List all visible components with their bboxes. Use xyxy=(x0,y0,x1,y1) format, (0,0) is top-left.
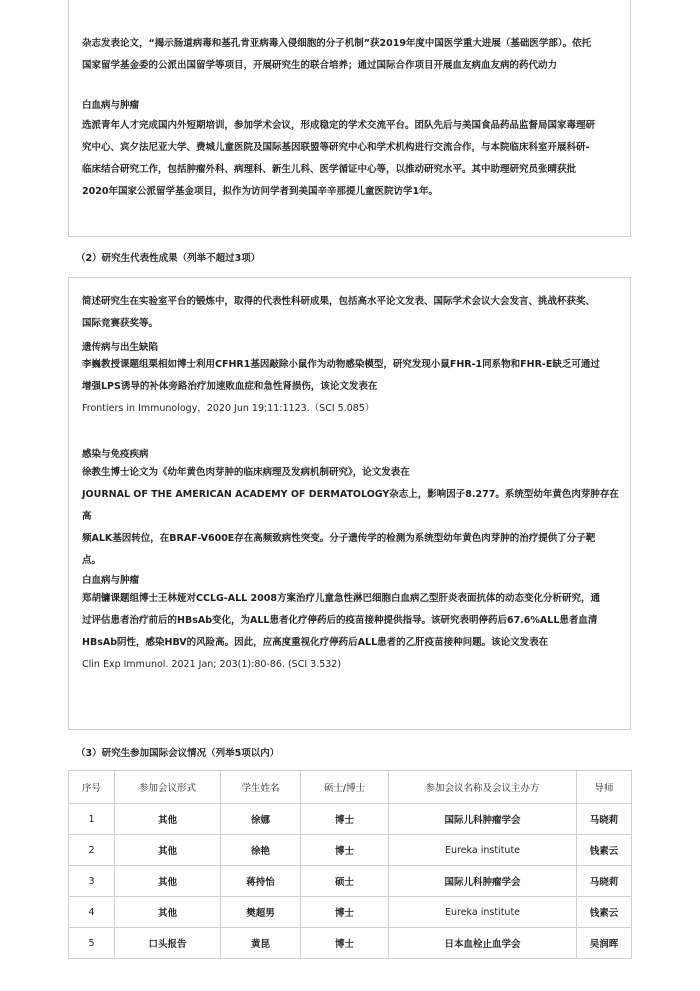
text-line: 过评估患者治疗前后的HBsAb变化，为ALL患者化疗停药后的疫苗接种提供指导。该研究表明停药后67.6%ALL患者血清 xyxy=(82,615,598,626)
table-cell: 其他 xyxy=(115,866,221,897)
table-cell: 黄昆 xyxy=(221,928,301,959)
text-line: 李巍教授课题组栗相如博士利用CFHR1基因敲除小鼠作为动物感染模型，研究发现小鼠FHR-1同系物和FHR-E缺乏可通过 xyxy=(82,359,600,370)
table-cell: 其他 xyxy=(115,804,221,835)
text-line: 点。 xyxy=(82,555,102,566)
table-row xyxy=(69,804,632,835)
text-line: 究中心、宾夕法尼亚大学、费城儿童医院及国际基因联盟等研究中心和学术机构进行交流合作，与本院临床科室开展科研- xyxy=(82,142,590,153)
conference-table xyxy=(68,770,632,959)
section-title-achievements: （2）研究生代表性成果（列举不超过3项） xyxy=(76,253,261,264)
heading-leukemia-tumor: 白血病与肿瘤 xyxy=(82,100,140,111)
table-cell: 其他 xyxy=(115,897,221,928)
table-cell: 硕士 xyxy=(301,866,389,897)
table-cell: 2 xyxy=(69,835,115,866)
column-header: 学生姓名 xyxy=(221,771,301,804)
text-line: JOURNAL OF THE AMERICAN ACADEMY OF DERMATOLOGY杂志上，影响因子8.277。系统型幼年黄色肉芽肿存在高 xyxy=(82,489,619,522)
text-line: 简述研究生在实验室平台的锻炼中，取得的代表性科研成果，包括高水平论文发表、国际学术会议大会发言、挑战杯获奖、 xyxy=(82,296,596,307)
text-line: Frontiers in Immunology，2020 Jun 19;11:1123.（SCI 5.085） xyxy=(82,403,375,414)
table-cell: 日本血栓止血学会 xyxy=(389,928,577,959)
table-cell: 马晓莉 xyxy=(577,866,632,897)
research-text-box-1 xyxy=(68,0,631,237)
text-line: 增强LPS诱导的补体旁路治疗加速败血症和急性肾损伤，该论文发表在 xyxy=(82,381,378,392)
table-cell: 3 xyxy=(69,866,115,897)
table-cell: 5 xyxy=(69,928,115,959)
table-cell: 国际儿科肿瘤学会 xyxy=(389,866,577,897)
table-cell: 徐娜 xyxy=(221,804,301,835)
column-header: 参加会议名称及会议主办方 xyxy=(389,771,577,804)
table-cell: 博士 xyxy=(301,835,389,866)
text-line: HBsAb阴性，感染HBV的风险高。因此，应高度重视化疗停药后ALL患者的乙肝疫苗接种问题。该论文发表在 xyxy=(82,637,549,648)
table-cell: 钱素云 xyxy=(577,897,632,928)
table-header-row xyxy=(69,771,632,804)
text-line: 国际竞赛获奖等。 xyxy=(82,318,159,329)
column-header: 导师 xyxy=(577,771,632,804)
text-line: 杂志发表论文，“揭示肠道病毒和基孔肯亚病毒入侵细胞的分子机制”获2019年度中国医学重大进展（基础医学部）。依托 xyxy=(82,38,592,49)
table-cell: 樊超男 xyxy=(221,897,301,928)
table-cell: 博士 xyxy=(301,928,389,959)
paragraph-leukemia xyxy=(82,115,620,203)
achievements-box xyxy=(68,277,631,730)
paragraph-genetic-disease xyxy=(82,354,620,420)
text-line: 临床结合研究工作，包括肿瘤外科、病理科、新生儿科、医学循证中心等，以推动研究水平。其中助理研究员张晴获批 xyxy=(82,164,577,175)
table-row xyxy=(69,928,632,959)
text-line: 国家留学基金委的公派出国留学等项目，开展研究生的联合培养；通过国际合作项目开展血友病血友病的药代动力 xyxy=(82,60,558,71)
table-cell: 马晓莉 xyxy=(577,804,632,835)
table-cell: 博士 xyxy=(301,804,389,835)
paragraph-intro xyxy=(82,33,620,77)
table-cell: Eureka institute xyxy=(389,835,577,866)
table-row xyxy=(69,835,632,866)
table-row xyxy=(69,866,632,897)
heading-infection-immunity: 感染与免疫疾病 xyxy=(82,449,149,460)
table-cell: 其他 xyxy=(115,835,221,866)
paragraph-infection-immunity xyxy=(82,462,620,572)
table-cell: 徐艳 xyxy=(221,835,301,866)
text-line: 频ALK基因转位，在BRAF-V600E存在高频致病性突变。分子遗传学的检测为系统型幼年黄色肉芽肿的治疗提供了分子靶 xyxy=(82,533,596,544)
table-cell: 蒋持怡 xyxy=(221,866,301,897)
table-row xyxy=(69,897,632,928)
text-line: 郑胡镛课题组博士王林娅对CCLG-ALL 2008方案治疗儿童急性淋巴细胞白血病乙型肝炎表面抗体的动态变化分析研究，通 xyxy=(82,593,600,604)
text-line: 2020年国家公派留学基金项目，拟作为访问学者到美国辛辛那提儿童医院访学1年。 xyxy=(82,186,439,197)
paragraph-achievements-intro xyxy=(82,291,620,335)
table-cell: 国际儿科肿瘤学会 xyxy=(389,804,577,835)
text-line: 选派青年人才完成国内外短期培训，参加学术会议，形成稳定的学术交流平台。团队先后与美国食品药品监督局国家毒理研 xyxy=(82,120,596,131)
table-cell: Eureka institute xyxy=(389,897,577,928)
text-line: 徐教生博士论文为《幼年黄色肉芽肿的临床病理及发病机制研究》，论文发表在 xyxy=(82,467,410,478)
section-title-conferences: （3）研究生参加国际会议情况（列举5项以内） xyxy=(76,748,280,759)
text-line: Clin Exp Immunol. 2021 Jan; 203(1):80-86. (SCI 3.532) xyxy=(82,659,342,670)
table-cell: 博士 xyxy=(301,897,389,928)
table-cell: 口头报告 xyxy=(115,928,221,959)
paragraph-leukemia-2 xyxy=(82,588,620,676)
heading-genetic-disease: 遗传病与出生缺陷 xyxy=(82,342,159,353)
table-cell: 4 xyxy=(69,897,115,928)
column-header: 硕士/博士 xyxy=(301,771,389,804)
heading-leukemia-tumor-2: 白血病与肿瘤 xyxy=(82,575,140,586)
table-cell: 钱素云 xyxy=(577,835,632,866)
column-header: 参加会议形式 xyxy=(115,771,221,804)
table-cell: 1 xyxy=(69,804,115,835)
column-header: 序号 xyxy=(69,771,115,804)
table-cell: 吴润晖 xyxy=(577,928,632,959)
